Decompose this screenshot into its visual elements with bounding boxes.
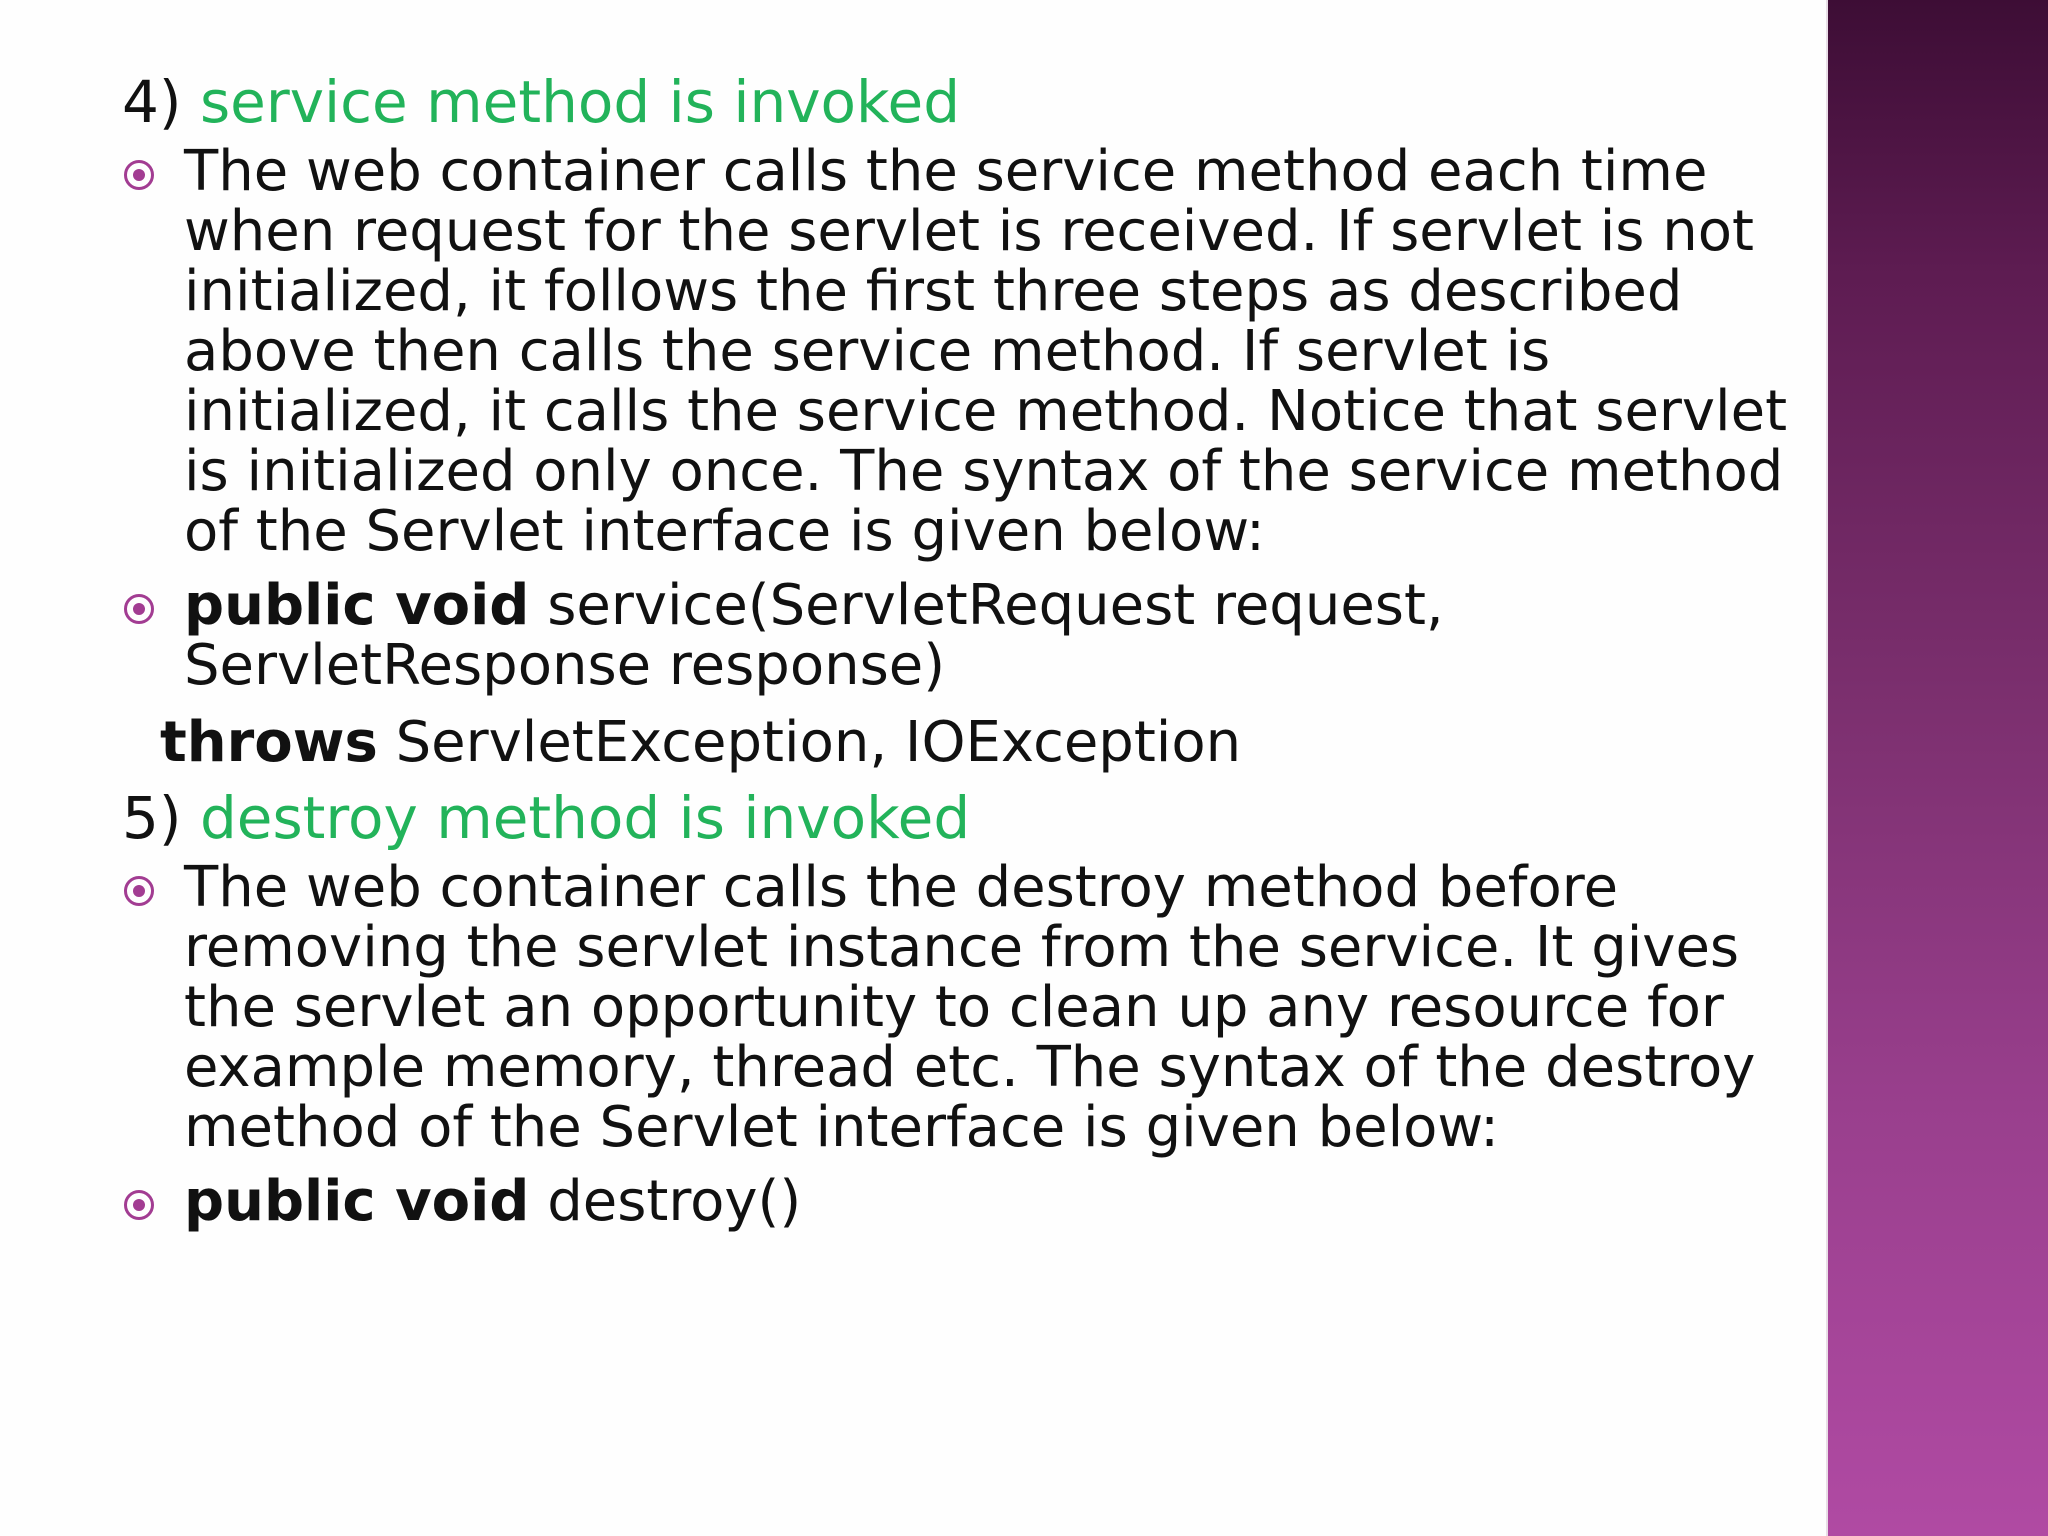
decorative-side-panel xyxy=(1826,0,2048,1536)
circle-dot-bullet-icon xyxy=(124,160,154,190)
section-4-code-signature: service(ServletRequest request, ServletResponse response) xyxy=(184,573,1444,698)
section-4-code-keyword: public void xyxy=(184,573,530,638)
circle-dot-bullet-icon xyxy=(124,876,154,906)
section-4-number: 4) xyxy=(122,68,182,136)
section-5-description: The web container calls the destroy method before removing the servlet instance from the service. It gives the servlet an opportunity to clean up any resource for example memory, thread etc. The syntax of the destroy method of the Servlet interface is given below: xyxy=(184,855,1756,1160)
section-4-throws-keyword: throws xyxy=(160,710,378,775)
section-4-heading xyxy=(122,64,1812,140)
section-5-heading xyxy=(122,780,1812,856)
section-5-description-bullet xyxy=(122,855,1812,1160)
section-5-title: destroy method is invoked xyxy=(199,784,971,852)
section-5-code-keyword: public void xyxy=(184,1169,530,1234)
section-4-throws-line xyxy=(122,710,1812,776)
section-5-number: 5) xyxy=(122,784,182,852)
slide-content xyxy=(122,64,1812,1246)
section-5-code-signature: destroy() xyxy=(529,1169,802,1234)
circle-dot-bullet-icon xyxy=(124,594,154,624)
section-4-throws-exceptions: ServletException, IOException xyxy=(377,710,1242,775)
section-4-code-bullet xyxy=(122,573,1812,698)
section-5-code-bullet xyxy=(122,1169,1812,1234)
section-4-description-bullet xyxy=(122,139,1812,564)
circle-dot-bullet-icon xyxy=(124,1190,154,1220)
section-4-title: service method is invoked xyxy=(199,68,961,136)
section-4-description: The web container calls the service method each time when request for the servlet is received. If servlet is not initialized, it follows the first three steps as described above then calls the service method. If servlet is initialized, it calls the service method. Notice that servlet is initialized only once. The syntax of the service method of the Servlet interface is given below: xyxy=(184,139,1788,564)
